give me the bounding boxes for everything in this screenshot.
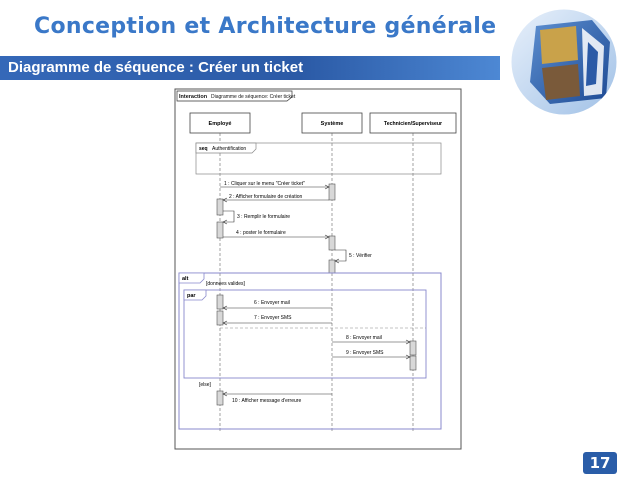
activation-technicien-2 [410,356,416,370]
activation-employe-2 [217,222,223,238]
alt-fragment-keyword: alt [182,276,189,282]
lifeline-label-systeme: Système [320,121,344,127]
title-bar [0,0,500,46]
sequence-diagram [174,88,462,450]
message-4-label: 4 : poster le formulaire [236,230,286,236]
lifeline-label-employe: Employé [208,121,232,127]
message-5-label: 5 : Vérifier [349,253,372,259]
par-fragment-keyword: par [187,293,196,299]
activation-systeme-3 [329,260,335,273]
activation-technicien-1 [410,341,416,355]
slide-title: Conception et Architecture générale [34,14,497,39]
message-10-label: 10 : Afficher message d'erreure [232,398,302,404]
activation-employe-4 [217,311,223,325]
message-8-label: 8 : Envoyer mail [346,335,382,341]
slide-subtitle: Diagramme de séquence : Créer un ticket [8,59,304,76]
message-6-label: 6 : Envoyer mail [254,300,290,306]
activation-employe-1 [217,199,223,215]
frame-keyword: Interaction [179,94,208,100]
subtitle-bar [0,56,500,80]
ref-fragment-keyword: seq [199,146,208,152]
message-7-label: 7 : Envoyer SMS [254,315,292,321]
message-2-label: 2 : Afficher formulaire de création [229,194,303,200]
message-9-label: 9 : Envoyer SMS [346,350,384,356]
alt-guard-1: [données valides] [206,281,245,287]
page-number-badge: 17 [583,452,617,474]
lifeline-label-technicien: Technicien/Superviseur [383,121,443,127]
decorative-logo-icon [506,6,622,118]
alt-guard-2: [else] [199,382,211,388]
ref-fragment-name: Authentification [212,146,247,152]
activation-employe-3 [217,295,223,309]
activation-systeme-2 [329,236,335,250]
activation-employe-5 [217,391,223,405]
message-3-label: 3 : Remplir le formulaire [237,214,291,220]
activation-systeme-1 [329,184,335,200]
frame-name: Diagramme de séquence: Créer ticket [211,94,296,100]
message-1-label: 1 : Cliquer sur le menu "Créer ticket" [224,181,305,187]
